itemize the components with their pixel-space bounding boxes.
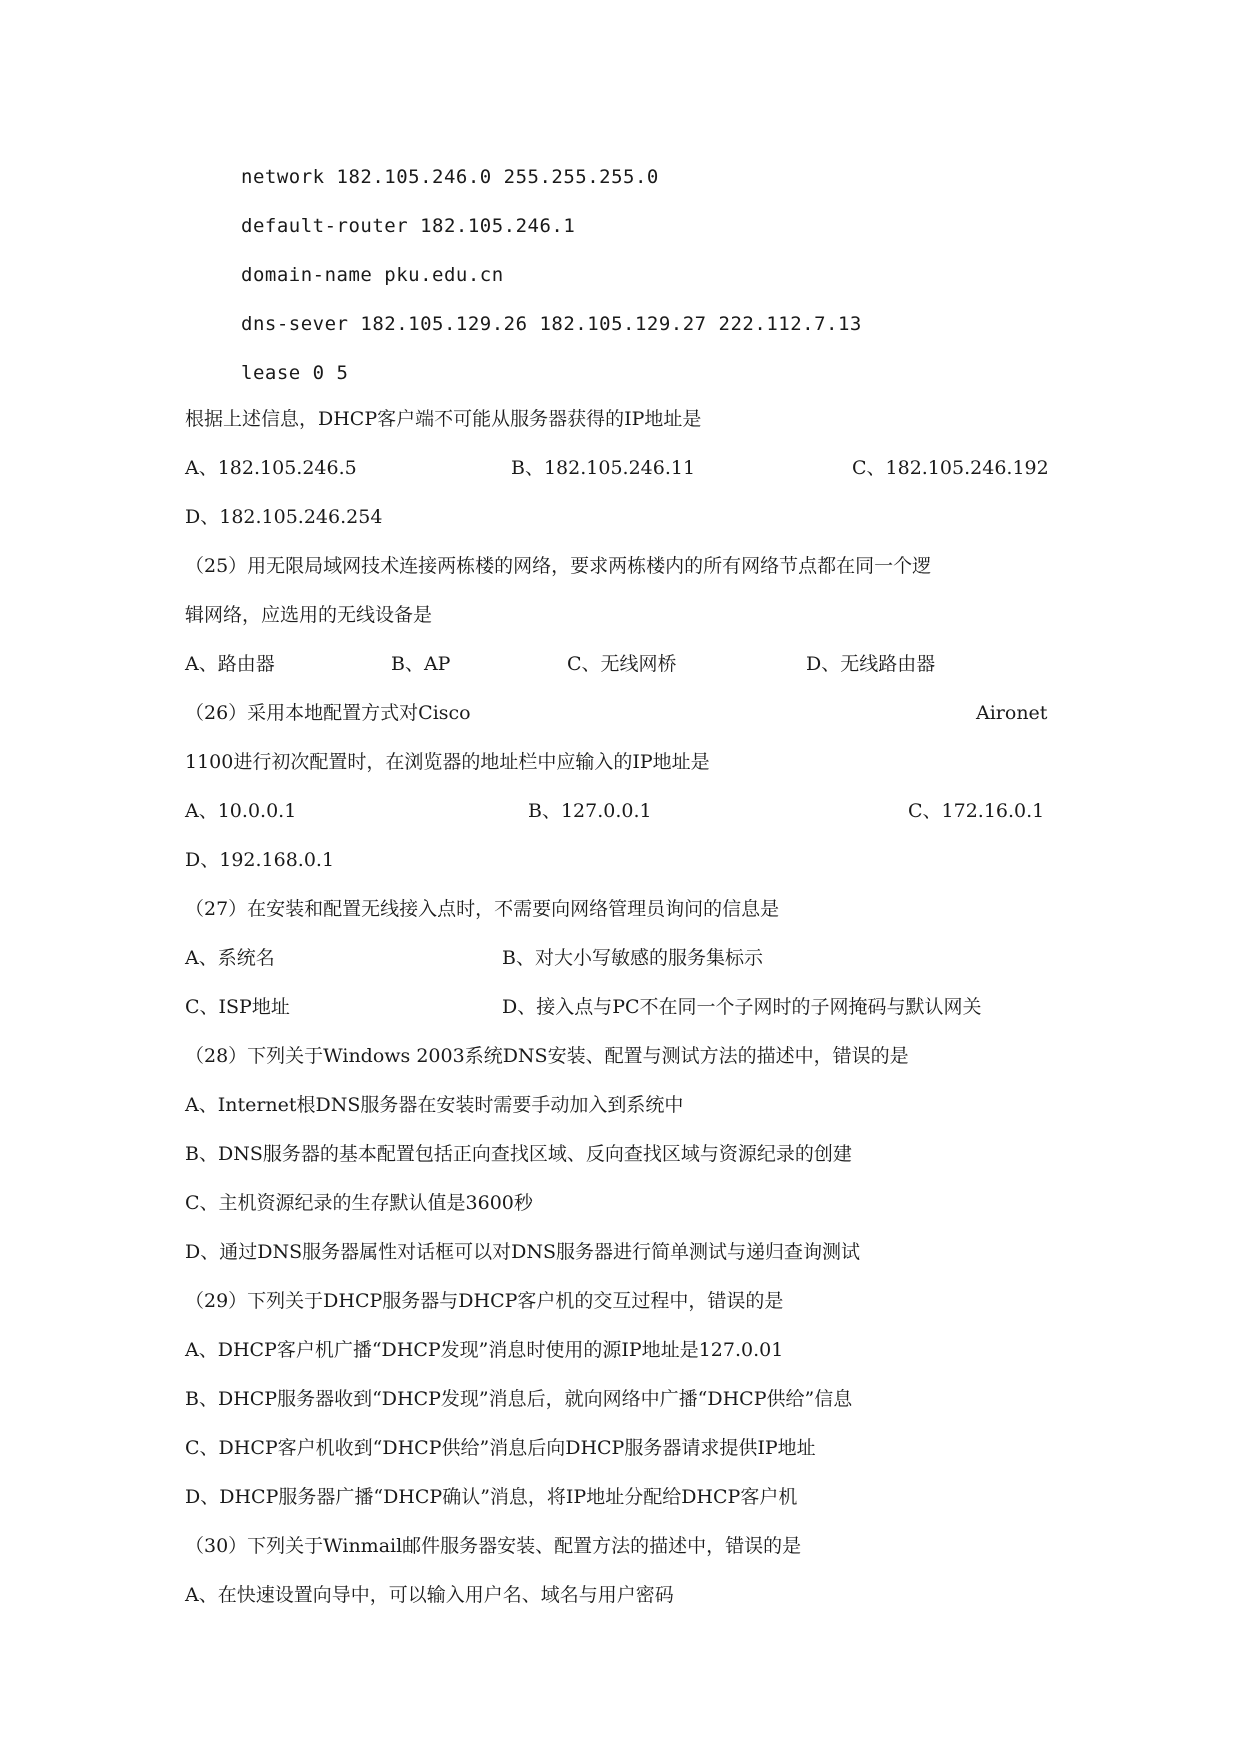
- q24-stem-text: 根据上述信息，DHCP客户端不可能从服务器获得的IP地址是: [185, 408, 702, 430]
- q27-options-row2: [0, 990, 1241, 1024]
- q25-option-b: B、AP: [391, 653, 451, 675]
- q29-option-a: A、DHCP客户机广播“DHCP发现”消息时使用的源IP地址是127.0.01: [185, 1339, 784, 1361]
- q25-stem-text-2: 辑网络，应选用的无线设备是: [185, 604, 433, 626]
- q26-options-row1: [0, 794, 1241, 828]
- q28-option-b-line: [0, 1137, 1241, 1171]
- q25-stem-line2: [0, 598, 1241, 632]
- q27-option-c: C、ISP地址: [185, 996, 290, 1018]
- q26-stem-line1: [0, 696, 1241, 730]
- q26-stem-line2: [0, 745, 1241, 779]
- q25-option-a: A、路由器: [185, 653, 275, 675]
- q30-stem: [0, 1529, 1241, 1563]
- q25-stem-line1: [0, 549, 1241, 583]
- q28-option-d-line: [0, 1235, 1241, 1269]
- q28-option-c-line: [0, 1186, 1241, 1220]
- q26-stem-text-1: （26）采用本地配置方式对Cisco: [185, 702, 471, 724]
- q25-option-c: C、无线网桥: [567, 653, 677, 675]
- q28-option-a-line: [0, 1088, 1241, 1122]
- q26-option-b: B、127.0.0.1: [528, 800, 652, 822]
- config-dns-server: dns-sever 182.105.129.26 182.105.129.27 222.112.7.13: [241, 313, 862, 335]
- q24-option-c: C、182.105.246.192: [852, 457, 1049, 479]
- q24-options-row2: [0, 500, 1241, 534]
- q24-option-d: D、182.105.246.254: [185, 506, 383, 528]
- q26-option-c: C、172.16.0.1: [908, 800, 1045, 822]
- config-network: network 182.105.246.0 255.255.255.0: [241, 166, 659, 188]
- q29-stem: [0, 1284, 1241, 1318]
- q29-option-c: C、DHCP客户机收到“DHCP供给”消息后向DHCP服务器请求提供IP地址: [185, 1437, 816, 1459]
- q27-option-d: D、接入点与PC不在同一个子网时的子网掩码与默认网关: [502, 996, 982, 1018]
- config-domain-name: domain-name pku.edu.cn: [241, 264, 504, 286]
- q28-stem-text: （28）下列关于Windows 2003系统DNS安装、配置与测试方法的描述中，错误的是: [185, 1045, 909, 1067]
- q28-stem: [0, 1039, 1241, 1073]
- q26-option-a: A、10.0.0.1: [185, 800, 297, 822]
- q27-option-a: A、系统名: [185, 947, 275, 969]
- q26-options-row2: [0, 843, 1241, 877]
- config-lease: lease 0 5: [241, 362, 349, 384]
- q24-stem: [0, 402, 1241, 436]
- q25-stem-text-1: （25）用无限局域网技术连接两栋楼的网络，要求两栋楼内的所有网络节点都在同一个逻: [185, 555, 932, 577]
- config-default-router: default-router 182.105.246.1: [241, 215, 576, 237]
- q28-option-b: B、DNS服务器的基本配置包括正向查找区域、反向查找区域与资源纪录的创建: [185, 1143, 852, 1165]
- q26-stem-text-2: 1100进行初次配置时，在浏览器的地址栏中应输入的IP地址是: [185, 751, 710, 773]
- q25-options: [0, 647, 1241, 681]
- q27-stem-text: （27）在安装和配置无线接入点时，不需要向网络管理员询问的信息是: [185, 898, 780, 920]
- q24-option-a: A、182.105.246.5: [185, 457, 357, 479]
- q29-option-d: D、DHCP服务器广播“DHCP确认”消息，将IP地址分配给DHCP客户机: [185, 1486, 798, 1508]
- q27-stem: [0, 892, 1241, 926]
- q27-options-row1: [0, 941, 1241, 975]
- q29-option-c-line: [0, 1431, 1241, 1465]
- q24-options-row1: [0, 451, 1241, 485]
- q29-option-a-line: [0, 1333, 1241, 1367]
- q30-option-a: A、在快速设置向导中，可以输入用户名、域名与用户密码: [185, 1584, 674, 1606]
- q28-option-c: C、主机资源纪录的生存默认值是3600秒: [185, 1192, 533, 1214]
- q28-option-d: D、通过DNS服务器属性对话框可以对DNS服务器进行简单测试与递归查询测试: [185, 1241, 860, 1263]
- q26-stem-text-1-right: Aironet: [976, 702, 1048, 724]
- q30-stem-text: （30）下列关于Winmail邮件服务器安装、配置方法的描述中，错误的是: [185, 1535, 802, 1557]
- q25-option-d: D、无线路由器: [806, 653, 936, 675]
- q29-option-b: B、DHCP服务器收到“DHCP发现”消息后，就向网络中广播“DHCP供给”信息: [185, 1388, 853, 1410]
- q29-stem-text: （29）下列关于DHCP服务器与DHCP客户机的交互过程中，错误的是: [185, 1290, 784, 1312]
- q28-option-a: A、Internet根DNS服务器在安装时需要手动加入到系统中: [185, 1094, 684, 1116]
- q30-option-a-line: [0, 1578, 1241, 1612]
- q29-option-b-line: [0, 1382, 1241, 1416]
- q29-option-d-line: [0, 1480, 1241, 1514]
- q24-option-b: B、182.105.246.11: [511, 457, 696, 479]
- q27-option-b: B、对大小写敏感的服务集标示: [502, 947, 763, 969]
- q26-option-d: D、192.168.0.1: [185, 849, 335, 871]
